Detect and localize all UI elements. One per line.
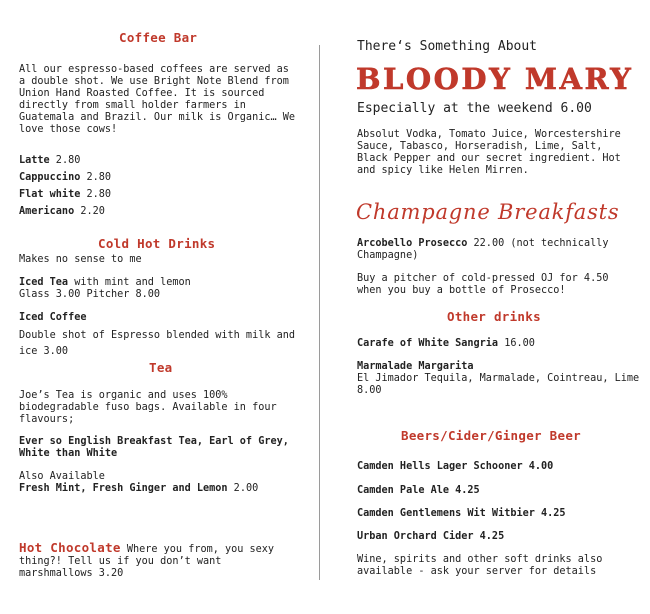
bloody-mary-weekend-price: Especially at the weekend 6.00	[357, 101, 592, 116]
arcobello-description: 22.00 (not technically Champagne)	[357, 238, 609, 261]
also-available-label: Also Available	[19, 471, 105, 482]
also-items-price: 2.00	[227, 483, 259, 494]
menu-item-flat-white	[19, 189, 299, 206]
arcobello-item	[357, 238, 637, 262]
margarita-description: El Jimador Tequila, Marmalade, Cointreau, Lime 8.00	[357, 373, 640, 396]
coffee-bar-heading: Coffee Bar	[119, 30, 198, 45]
margarita-name: Marmalade Margarita	[357, 361, 474, 372]
item-name: Flat white	[19, 189, 81, 200]
item-price: 2.80	[49, 155, 81, 166]
other-drinks-heading: Other drinks	[447, 309, 541, 324]
menu-item-americano	[19, 206, 299, 223]
bloody-mary-description: Absolut Vodka, Tomato Juice, Worcestershire Sauce, Tabasco, Horseradish, Lime, Salt, Black Pepper and our secret ingredient. Hot and spicy like Helen Mirren.	[357, 129, 621, 176]
iced-coffee-name: Iced Coffee	[19, 312, 87, 323]
bloody-mary-intro: There‘s Something About	[357, 39, 538, 54]
hot-chocolate-item	[19, 542, 299, 580]
champagne-breakfasts-title: Champagne Breakfasts	[356, 200, 620, 224]
arcobello-name: Arcobello Prosecco	[357, 238, 468, 249]
iced-tea-item	[19, 277, 301, 301]
beers-heading: Beers/Cider/Ginger Beer	[401, 428, 581, 443]
hot-chocolate-description: Where you from, you sexy thing?! Tell us if you don’t want marshmallows 3.20	[19, 544, 275, 579]
also-items-names: Fresh Mint, Fresh Ginger and Lemon	[19, 483, 228, 494]
coffee-bar-description: All our espresso-based coffees are served as a double shot. We use Bright Note Blend from Union Hand Roasted Coffee. It is sourced directly from small holder farmers in Guatemala and Brazil. Our milk is Organic… We love those cows!	[19, 64, 296, 135]
tea-heading: Tea	[149, 360, 173, 375]
iced-tea-name: Iced Tea	[19, 277, 69, 288]
sangria-price: 16.00	[498, 338, 535, 349]
also-available-items	[19, 483, 258, 495]
iced-tea-description: with mint and lemon	[68, 277, 191, 288]
menu-item-cappuccino	[19, 172, 299, 189]
beer-item: Camden Gentlemens Wit Witbier 4.25	[357, 508, 566, 519]
sangria-name: Carafe of White Sangria	[357, 338, 499, 349]
hot-chocolate-heading: Hot Chocolate	[19, 540, 121, 555]
menu-item-latte	[19, 155, 299, 172]
cold-hot-drinks-subtitle: Makes no sense to me	[19, 254, 142, 265]
prosecco-offer: Buy a pitcher of cold-pressed OJ for 4.50 when you buy a bottle of Prosecco!	[357, 273, 609, 296]
iced-tea-price: Glass 3.00 Pitcher 8.00	[19, 289, 161, 300]
beer-item: Camden Hells Lager Schooner 4.00	[357, 461, 554, 472]
wine-spirits-footer: Wine, spirits and other soft drinks also available - ask your server for details	[357, 554, 603, 577]
item-name: Latte	[19, 155, 50, 166]
bloody-mary-title: BLOODY MARY	[356, 62, 634, 96]
beer-item: Camden Pale Ale 4.25	[357, 485, 480, 496]
item-price: 2.20	[74, 206, 105, 217]
item-price: 2.80	[80, 172, 112, 183]
tea-flavours: Ever so English Breakfast Tea, Earl of Grey, White than White	[19, 436, 289, 459]
tea-description: Joe’s Tea is organic and uses 100% biodegradable fuso bags. Available in four flavours;	[19, 390, 277, 425]
iced-coffee-description: Double shot of Espresso blended with milk and ice 3.00	[19, 330, 296, 357]
item-price: 2.80	[80, 189, 112, 200]
item-name: Americano	[19, 206, 75, 217]
column-divider	[319, 45, 320, 580]
cold-hot-drinks-heading: Cold Hot Drinks	[98, 236, 216, 251]
item-name: Cappuccino	[19, 172, 81, 183]
coffee-menu-list	[19, 155, 299, 223]
beer-item: Urban Orchard Cider 4.25	[357, 531, 505, 542]
sangria-item	[357, 338, 535, 350]
